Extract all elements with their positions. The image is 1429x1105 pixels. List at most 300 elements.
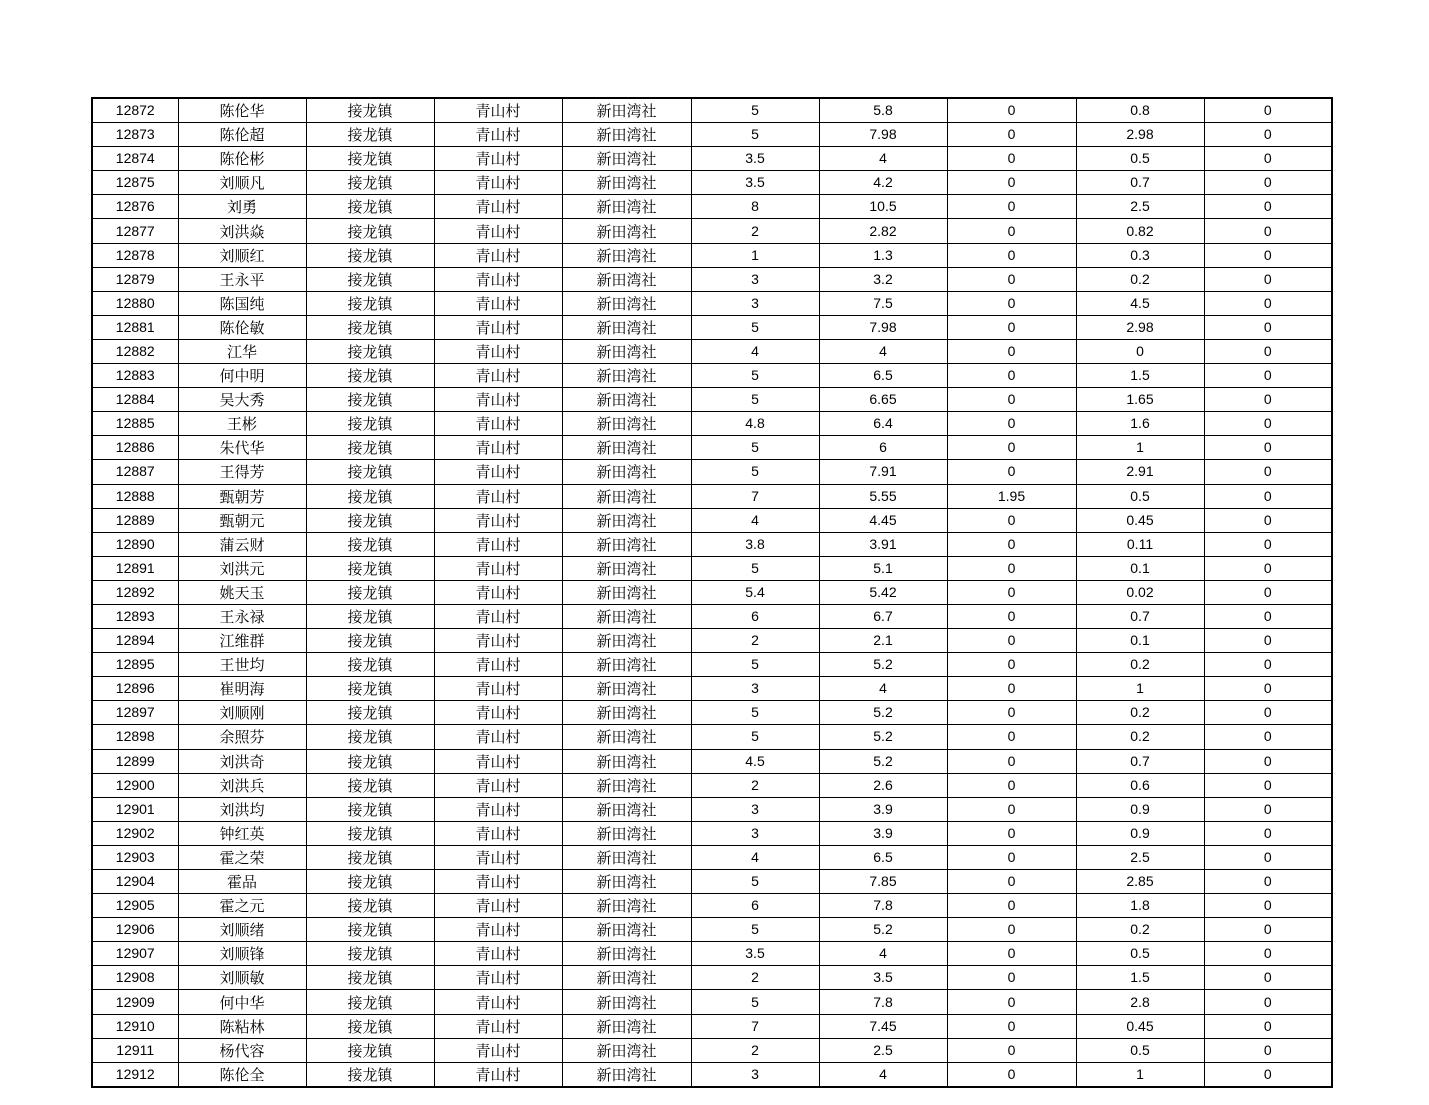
value-3-cell: 0 <box>947 918 1076 942</box>
record-id-cell: 12873 <box>92 123 178 147</box>
name-cell: 刘顺刚 <box>178 701 306 725</box>
value-5-cell: 0 <box>1204 653 1332 677</box>
value-2-cell: 5.2 <box>819 749 947 773</box>
group-cell: 新田湾社 <box>562 1014 691 1038</box>
town-cell: 接龙镇 <box>306 701 434 725</box>
value-3-cell: 0 <box>947 773 1076 797</box>
value-5-cell: 0 <box>1204 436 1332 460</box>
table-row <box>92 364 1332 388</box>
record-id-cell: 12900 <box>92 773 178 797</box>
value-1-cell: 5.4 <box>691 580 819 604</box>
record-id-cell: 12912 <box>92 1062 178 1087</box>
group-cell: 新田湾社 <box>562 267 691 291</box>
name-cell: 陈伦彬 <box>178 147 306 171</box>
record-id-cell: 12898 <box>92 725 178 749</box>
village-cell: 青山村 <box>434 604 562 628</box>
village-cell: 青山村 <box>434 388 562 412</box>
value-3-cell: 0 <box>947 98 1076 123</box>
town-cell: 接龙镇 <box>306 267 434 291</box>
value-2-cell: 5.42 <box>819 580 947 604</box>
value-1-cell: 8 <box>691 195 819 219</box>
value-1-cell: 5 <box>691 460 819 484</box>
value-2-cell: 6 <box>819 436 947 460</box>
group-cell: 新田湾社 <box>562 653 691 677</box>
town-cell: 接龙镇 <box>306 388 434 412</box>
name-cell: 刘洪元 <box>178 556 306 580</box>
value-5-cell: 0 <box>1204 291 1332 315</box>
village-cell: 青山村 <box>434 942 562 966</box>
village-cell: 青山村 <box>434 484 562 508</box>
group-cell: 新田湾社 <box>562 532 691 556</box>
group-cell: 新田湾社 <box>562 966 691 990</box>
value-3-cell: 0 <box>947 388 1076 412</box>
value-3-cell: 0 <box>947 171 1076 195</box>
table-row <box>92 966 1332 990</box>
value-2-cell: 6.5 <box>819 364 947 388</box>
table-row <box>92 195 1332 219</box>
value-4-cell: 1.5 <box>1076 364 1204 388</box>
value-4-cell: 1.8 <box>1076 894 1204 918</box>
table-row <box>92 339 1332 363</box>
value-1-cell: 7 <box>691 1014 819 1038</box>
town-cell: 接龙镇 <box>306 532 434 556</box>
table-row <box>92 484 1332 508</box>
value-4-cell: 0.5 <box>1076 147 1204 171</box>
town-cell: 接龙镇 <box>306 773 434 797</box>
name-cell: 陈伦敏 <box>178 315 306 339</box>
village-cell: 青山村 <box>434 870 562 894</box>
table-row <box>92 942 1332 966</box>
record-id-cell: 12887 <box>92 460 178 484</box>
value-2-cell: 3.9 <box>819 797 947 821</box>
value-5-cell: 0 <box>1204 412 1332 436</box>
table-row <box>92 677 1332 701</box>
name-cell: 霍品 <box>178 870 306 894</box>
value-3-cell: 0 <box>947 123 1076 147</box>
village-cell: 青山村 <box>434 412 562 436</box>
town-cell: 接龙镇 <box>306 797 434 821</box>
value-3-cell: 0 <box>947 725 1076 749</box>
data-table <box>91 97 1333 1088</box>
value-1-cell: 5 <box>691 364 819 388</box>
value-2-cell: 2.5 <box>819 1038 947 1062</box>
value-2-cell: 2.6 <box>819 773 947 797</box>
value-5-cell: 0 <box>1204 1038 1332 1062</box>
value-4-cell: 1 <box>1076 1062 1204 1087</box>
town-cell: 接龙镇 <box>306 870 434 894</box>
table-row <box>92 532 1332 556</box>
value-2-cell: 3.9 <box>819 821 947 845</box>
table-row <box>92 147 1332 171</box>
name-cell: 杨代容 <box>178 1038 306 1062</box>
value-3-cell: 0 <box>947 966 1076 990</box>
name-cell: 江华 <box>178 339 306 363</box>
group-cell: 新田湾社 <box>562 677 691 701</box>
village-cell: 青山村 <box>434 918 562 942</box>
value-3-cell: 0 <box>947 821 1076 845</box>
record-id-cell: 12899 <box>92 749 178 773</box>
value-1-cell: 3 <box>691 267 819 291</box>
value-4-cell: 1.5 <box>1076 966 1204 990</box>
record-id-cell: 12902 <box>92 821 178 845</box>
record-id-cell: 12889 <box>92 508 178 532</box>
name-cell: 王得芳 <box>178 460 306 484</box>
table-row <box>92 1038 1332 1062</box>
value-5-cell: 0 <box>1204 604 1332 628</box>
value-3-cell: 0 <box>947 749 1076 773</box>
table-row <box>92 291 1332 315</box>
group-cell: 新田湾社 <box>562 436 691 460</box>
value-5-cell: 0 <box>1204 171 1332 195</box>
table-body <box>92 98 1332 1087</box>
value-2-cell: 4 <box>819 942 947 966</box>
value-1-cell: 3.5 <box>691 171 819 195</box>
value-1-cell: 7 <box>691 484 819 508</box>
value-5-cell: 0 <box>1204 267 1332 291</box>
village-cell: 青山村 <box>434 677 562 701</box>
group-cell: 新田湾社 <box>562 942 691 966</box>
group-cell: 新田湾社 <box>562 797 691 821</box>
town-cell: 接龙镇 <box>306 339 434 363</box>
name-cell: 王彬 <box>178 412 306 436</box>
value-5-cell: 0 <box>1204 508 1332 532</box>
value-3-cell: 0 <box>947 291 1076 315</box>
record-id-cell: 12911 <box>92 1038 178 1062</box>
record-id-cell: 12907 <box>92 942 178 966</box>
table-row <box>92 123 1332 147</box>
town-cell: 接龙镇 <box>306 942 434 966</box>
village-cell: 青山村 <box>434 845 562 869</box>
village-cell: 青山村 <box>434 966 562 990</box>
town-cell: 接龙镇 <box>306 725 434 749</box>
value-3-cell: 0 <box>947 1062 1076 1087</box>
group-cell: 新田湾社 <box>562 701 691 725</box>
group-cell: 新田湾社 <box>562 243 691 267</box>
table-row <box>92 171 1332 195</box>
town-cell: 接龙镇 <box>306 845 434 869</box>
value-1-cell: 3 <box>691 291 819 315</box>
town-cell: 接龙镇 <box>306 677 434 701</box>
value-3-cell: 0 <box>947 1038 1076 1062</box>
name-cell: 陈伦华 <box>178 98 306 123</box>
value-4-cell: 0.5 <box>1076 1038 1204 1062</box>
name-cell: 刘洪兵 <box>178 773 306 797</box>
record-id-cell: 12879 <box>92 267 178 291</box>
town-cell: 接龙镇 <box>306 604 434 628</box>
value-5-cell: 0 <box>1204 147 1332 171</box>
record-id-cell: 12884 <box>92 388 178 412</box>
record-id-cell: 12910 <box>92 1014 178 1038</box>
value-2-cell: 5.2 <box>819 918 947 942</box>
value-4-cell: 0.5 <box>1076 484 1204 508</box>
record-id-cell: 12874 <box>92 147 178 171</box>
town-cell: 接龙镇 <box>306 821 434 845</box>
town-cell: 接龙镇 <box>306 484 434 508</box>
town-cell: 接龙镇 <box>306 98 434 123</box>
village-cell: 青山村 <box>434 195 562 219</box>
record-id-cell: 12875 <box>92 171 178 195</box>
name-cell: 何中明 <box>178 364 306 388</box>
value-2-cell: 4.45 <box>819 508 947 532</box>
value-1-cell: 2 <box>691 1038 819 1062</box>
name-cell: 王世均 <box>178 653 306 677</box>
value-1-cell: 5 <box>691 990 819 1014</box>
value-4-cell: 1 <box>1076 677 1204 701</box>
table-row <box>92 1014 1332 1038</box>
village-cell: 青山村 <box>434 580 562 604</box>
record-id-cell: 12893 <box>92 604 178 628</box>
value-4-cell: 2.8 <box>1076 990 1204 1014</box>
value-5-cell: 0 <box>1204 364 1332 388</box>
value-5-cell: 0 <box>1204 532 1332 556</box>
name-cell: 王永禄 <box>178 604 306 628</box>
name-cell: 刘顺凡 <box>178 171 306 195</box>
group-cell: 新田湾社 <box>562 460 691 484</box>
value-3-cell: 0 <box>947 845 1076 869</box>
value-5-cell: 0 <box>1204 243 1332 267</box>
record-id-cell: 12906 <box>92 918 178 942</box>
town-cell: 接龙镇 <box>306 918 434 942</box>
record-id-cell: 12888 <box>92 484 178 508</box>
group-cell: 新田湾社 <box>562 339 691 363</box>
group-cell: 新田湾社 <box>562 773 691 797</box>
value-3-cell: 0 <box>947 677 1076 701</box>
value-3-cell: 0 <box>947 1014 1076 1038</box>
group-cell: 新田湾社 <box>562 749 691 773</box>
group-cell: 新田湾社 <box>562 171 691 195</box>
value-4-cell: 2.98 <box>1076 123 1204 147</box>
value-3-cell: 0 <box>947 195 1076 219</box>
table-row <box>92 749 1332 773</box>
value-4-cell: 0.1 <box>1076 629 1204 653</box>
town-cell: 接龙镇 <box>306 412 434 436</box>
value-3-cell: 1.95 <box>947 484 1076 508</box>
value-2-cell: 7.98 <box>819 123 947 147</box>
value-5-cell: 0 <box>1204 629 1332 653</box>
name-cell: 刘洪均 <box>178 797 306 821</box>
group-cell: 新田湾社 <box>562 604 691 628</box>
value-1-cell: 6 <box>691 604 819 628</box>
record-id-cell: 12904 <box>92 870 178 894</box>
value-4-cell: 0.11 <box>1076 532 1204 556</box>
value-5-cell: 0 <box>1204 1062 1332 1087</box>
village-cell: 青山村 <box>434 267 562 291</box>
value-5-cell: 0 <box>1204 870 1332 894</box>
value-4-cell: 0.45 <box>1076 508 1204 532</box>
name-cell: 陈国纯 <box>178 291 306 315</box>
value-3-cell: 0 <box>947 147 1076 171</box>
name-cell: 甄朝芳 <box>178 484 306 508</box>
value-2-cell: 3.2 <box>819 267 947 291</box>
name-cell: 刘洪焱 <box>178 219 306 243</box>
group-cell: 新田湾社 <box>562 147 691 171</box>
value-3-cell: 0 <box>947 797 1076 821</box>
village-cell: 青山村 <box>434 508 562 532</box>
table-row <box>92 701 1332 725</box>
value-4-cell: 1.6 <box>1076 412 1204 436</box>
town-cell: 接龙镇 <box>306 436 434 460</box>
value-2-cell: 7.5 <box>819 291 947 315</box>
value-3-cell: 0 <box>947 219 1076 243</box>
table-row <box>92 556 1332 580</box>
group-cell: 新田湾社 <box>562 556 691 580</box>
value-2-cell: 4 <box>819 339 947 363</box>
town-cell: 接龙镇 <box>306 1038 434 1062</box>
value-4-cell: 0.3 <box>1076 243 1204 267</box>
village-cell: 青山村 <box>434 773 562 797</box>
table-row <box>92 267 1332 291</box>
group-cell: 新田湾社 <box>562 894 691 918</box>
value-3-cell: 0 <box>947 339 1076 363</box>
town-cell: 接龙镇 <box>306 147 434 171</box>
value-2-cell: 4 <box>819 147 947 171</box>
value-1-cell: 4 <box>691 508 819 532</box>
group-cell: 新田湾社 <box>562 821 691 845</box>
name-cell: 钟红英 <box>178 821 306 845</box>
value-1-cell: 3.5 <box>691 147 819 171</box>
value-5-cell: 0 <box>1204 942 1332 966</box>
value-3-cell: 0 <box>947 460 1076 484</box>
value-1-cell: 3 <box>691 797 819 821</box>
village-cell: 青山村 <box>434 556 562 580</box>
group-cell: 新田湾社 <box>562 1062 691 1087</box>
name-cell: 甄朝元 <box>178 508 306 532</box>
group-cell: 新田湾社 <box>562 629 691 653</box>
group-cell: 新田湾社 <box>562 219 691 243</box>
value-4-cell: 2.85 <box>1076 870 1204 894</box>
value-1-cell: 3 <box>691 1062 819 1087</box>
value-3-cell: 0 <box>947 942 1076 966</box>
table-row <box>92 604 1332 628</box>
group-cell: 新田湾社 <box>562 484 691 508</box>
value-2-cell: 4.2 <box>819 171 947 195</box>
value-2-cell: 2.1 <box>819 629 947 653</box>
value-5-cell: 0 <box>1204 580 1332 604</box>
value-3-cell: 0 <box>947 629 1076 653</box>
town-cell: 接龙镇 <box>306 123 434 147</box>
value-5-cell: 0 <box>1204 966 1332 990</box>
town-cell: 接龙镇 <box>306 580 434 604</box>
table-row <box>92 315 1332 339</box>
value-4-cell: 0.7 <box>1076 604 1204 628</box>
value-1-cell: 5 <box>691 388 819 412</box>
value-1-cell: 4.8 <box>691 412 819 436</box>
group-cell: 新田湾社 <box>562 508 691 532</box>
value-2-cell: 6.5 <box>819 845 947 869</box>
value-2-cell: 7.91 <box>819 460 947 484</box>
town-cell: 接龙镇 <box>306 171 434 195</box>
value-1-cell: 4 <box>691 845 819 869</box>
table-row <box>92 436 1332 460</box>
value-1-cell: 5 <box>691 870 819 894</box>
name-cell: 余照芬 <box>178 725 306 749</box>
table-row <box>92 821 1332 845</box>
town-cell: 接龙镇 <box>306 364 434 388</box>
village-cell: 青山村 <box>434 990 562 1014</box>
town-cell: 接龙镇 <box>306 653 434 677</box>
record-id-cell: 12886 <box>92 436 178 460</box>
value-3-cell: 0 <box>947 243 1076 267</box>
value-2-cell: 5.55 <box>819 484 947 508</box>
record-id-cell: 12881 <box>92 315 178 339</box>
value-4-cell: 0.02 <box>1076 580 1204 604</box>
value-5-cell: 0 <box>1204 894 1332 918</box>
value-4-cell: 0.6 <box>1076 773 1204 797</box>
value-1-cell: 2 <box>691 629 819 653</box>
record-id-cell: 12883 <box>92 364 178 388</box>
town-cell: 接龙镇 <box>306 894 434 918</box>
value-5-cell: 0 <box>1204 797 1332 821</box>
name-cell: 刘顺敏 <box>178 966 306 990</box>
value-3-cell: 0 <box>947 701 1076 725</box>
value-3-cell: 0 <box>947 532 1076 556</box>
value-5-cell: 0 <box>1204 701 1332 725</box>
record-id-cell: 12872 <box>92 98 178 123</box>
value-5-cell: 0 <box>1204 918 1332 942</box>
town-cell: 接龙镇 <box>306 291 434 315</box>
town-cell: 接龙镇 <box>306 460 434 484</box>
name-cell: 刘顺红 <box>178 243 306 267</box>
value-1-cell: 3.8 <box>691 532 819 556</box>
table-row <box>92 460 1332 484</box>
value-2-cell: 5.1 <box>819 556 947 580</box>
value-3-cell: 0 <box>947 412 1076 436</box>
value-3-cell: 0 <box>947 894 1076 918</box>
value-4-cell: 0.2 <box>1076 701 1204 725</box>
value-5-cell: 0 <box>1204 460 1332 484</box>
name-cell: 陈伦全 <box>178 1062 306 1087</box>
value-5-cell: 0 <box>1204 219 1332 243</box>
value-1-cell: 1 <box>691 243 819 267</box>
value-1-cell: 5 <box>691 701 819 725</box>
group-cell: 新田湾社 <box>562 315 691 339</box>
name-cell: 霍之荣 <box>178 845 306 869</box>
name-cell: 江维群 <box>178 629 306 653</box>
value-4-cell: 2.5 <box>1076 845 1204 869</box>
table-row <box>92 98 1332 123</box>
value-2-cell: 6.65 <box>819 388 947 412</box>
value-1-cell: 3.5 <box>691 942 819 966</box>
value-5-cell: 0 <box>1204 990 1332 1014</box>
town-cell: 接龙镇 <box>306 1014 434 1038</box>
village-cell: 青山村 <box>434 171 562 195</box>
record-id-cell: 12894 <box>92 629 178 653</box>
record-id-cell: 12896 <box>92 677 178 701</box>
town-cell: 接龙镇 <box>306 243 434 267</box>
record-id-cell: 12885 <box>92 412 178 436</box>
table-row <box>92 918 1332 942</box>
group-cell: 新田湾社 <box>562 990 691 1014</box>
value-2-cell: 2.82 <box>819 219 947 243</box>
value-4-cell: 0.1 <box>1076 556 1204 580</box>
town-cell: 接龙镇 <box>306 508 434 532</box>
value-2-cell: 7.8 <box>819 894 947 918</box>
village-cell: 青山村 <box>434 629 562 653</box>
group-cell: 新田湾社 <box>562 845 691 869</box>
town-cell: 接龙镇 <box>306 749 434 773</box>
value-4-cell: 0.2 <box>1076 725 1204 749</box>
village-cell: 青山村 <box>434 147 562 171</box>
village-cell: 青山村 <box>434 315 562 339</box>
value-4-cell: 0.9 <box>1076 821 1204 845</box>
name-cell: 崔明海 <box>178 677 306 701</box>
value-2-cell: 5.2 <box>819 701 947 725</box>
value-3-cell: 0 <box>947 580 1076 604</box>
table-row <box>92 653 1332 677</box>
village-cell: 青山村 <box>434 1038 562 1062</box>
record-id-cell: 12877 <box>92 219 178 243</box>
record-id-cell: 12882 <box>92 339 178 363</box>
